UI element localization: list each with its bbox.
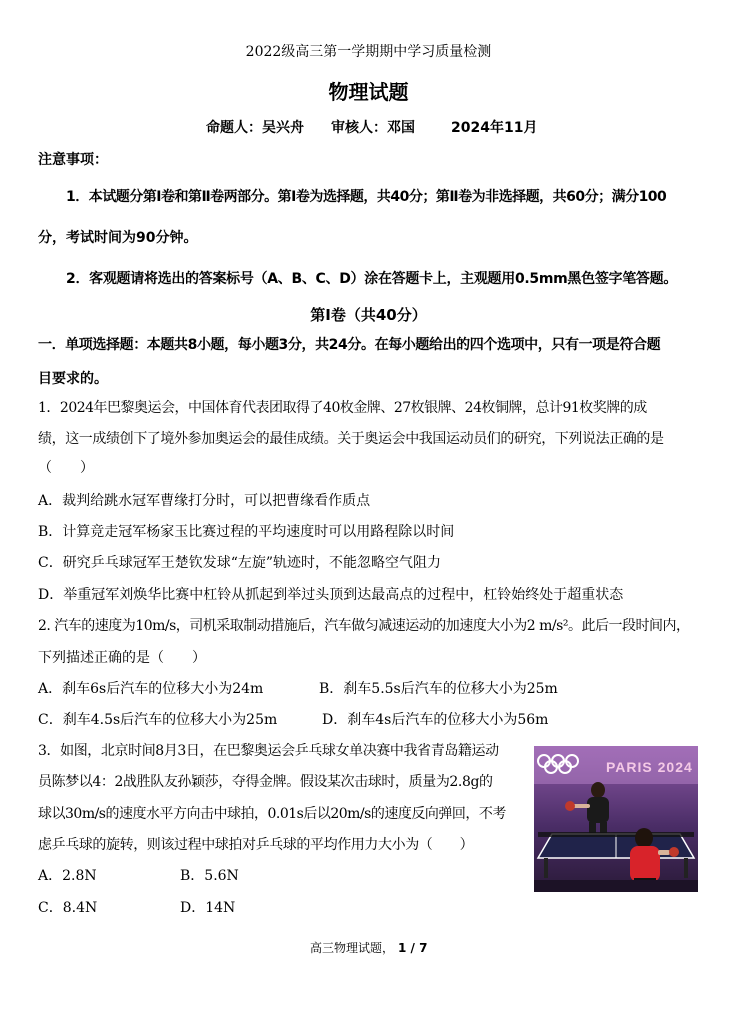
q1-stem-line-1: 1．2024年巴黎奥运会，中国体育代表团取得了40枚金牌、27枚银牌、24枚铜牌，总计91枚奖牌的成 — [38, 400, 647, 416]
notice-item-2: 2．客观题请将选出的答案标号（A、B、C、D）涂在答题卡上，主观题用0.5mm黑色签字笔答题。 — [66, 271, 678, 287]
q1-option-d: D．举重冠军刘焕华比赛中杠铃从抓起到举过头顶到达最高点的过程中，杠铃始终处于超重状态 — [38, 587, 624, 603]
q3-option-c: C．8.4N — [38, 900, 98, 916]
q3-option-b: B．5.6N — [180, 868, 239, 884]
q3-stem-line-4: 虑乒乓球的旋转，则该过程中球拍对乒乓球的平均作用力大小为（ ） — [38, 837, 474, 853]
date-label: 2024年11月 — [451, 120, 538, 136]
q1-option-b: B．计算竞走冠军杨家玉比赛过程的平均速度时可以用路程除以时间 — [38, 524, 455, 540]
q2-option-c: C．刹车4.5s后汽车的位移大小为25m — [38, 712, 278, 728]
page-number: 1 / 7 — [398, 941, 428, 955]
notice-item-1-line-2: 分，考试时间为90分钟。 — [38, 230, 198, 246]
reviewer-label: 审核人：邓国 — [331, 120, 415, 136]
q3-option-d: D．14N — [180, 900, 236, 916]
notice-heading: 注意事项： — [38, 152, 108, 168]
author-label: 命题人：吴兴舟 — [206, 120, 304, 136]
q2-option-d: D．刹车4s后汽车的位移大小为56m — [322, 712, 549, 728]
table-tennis-photo — [534, 746, 698, 892]
paper-title: 物理试题 — [328, 80, 409, 104]
q3-stem-line-2: 员陈梦以4：2战胜队友孙颖莎，夺得金牌。假设某次击球时，质量为2.8g的 — [38, 774, 493, 790]
paris-2024-sign: PARIS 2024 — [606, 759, 693, 775]
q3-stem-line-1: 3．如图，北京时间8月3日，在巴黎奥运会乒乓球女单决赛中我省青岛籍运动 — [38, 743, 499, 759]
part1-title: 第Ⅰ卷（共40分） — [310, 306, 427, 324]
q3-stem-line-3: 球以30m/s的速度水平方向击中球拍，0.01s后以20m/s的速度反向弹回，不考 — [38, 806, 506, 822]
q3-option-a: A．2.8N — [38, 868, 97, 884]
footer-label: 高三物理试题， — [310, 941, 395, 955]
q2-option-b: B．刹车5.5s后汽车的位移大小为25m — [319, 681, 558, 697]
exam-title: 2022级高三第一学期期中学习质量检测 — [245, 44, 492, 60]
notice-item-1-line-1: 1．本试题分第Ⅰ卷和第Ⅱ卷两部分。第Ⅰ卷为选择题，共40分；第Ⅱ卷为非选择题，共60分；满分100 — [66, 189, 667, 205]
q2-stem-line-2: 下列描述正确的是（ ） — [38, 650, 206, 666]
section-instruction-line-2: 目要求的。 — [38, 371, 108, 387]
q1-answer-bracket: （ ） — [38, 460, 94, 476]
q1-option-c: C．研究乒乓球冠军王楚钦发球“左旋”轨迹时，不能忽略空气阻力 — [38, 555, 442, 571]
section-instruction-line-1: 一．单项选择题：本题共8小题，每小题3分，共24分。在每小题给出的四个选项中，只有一项是符合题 — [38, 337, 661, 353]
q2-option-a: A．刹车6s后汽车的位移大小为24m — [38, 681, 264, 697]
q1-option-a: A．裁判给跳水冠军曹缘打分时，可以把曹缘看作质点 — [38, 493, 371, 509]
q1-stem-line-2: 绩，这一成绩创下了境外参加奥运会的最佳成绩。关于奥运会中我国运动员们的研究，下列说法正确的是 — [38, 431, 664, 447]
q2-stem-line-1: 2. 汽车的速度为10m/s，司机采取制动措施后，汽车做匀减速运动的加速度大小为2 m/s²。此后一段时间内， — [38, 618, 690, 634]
